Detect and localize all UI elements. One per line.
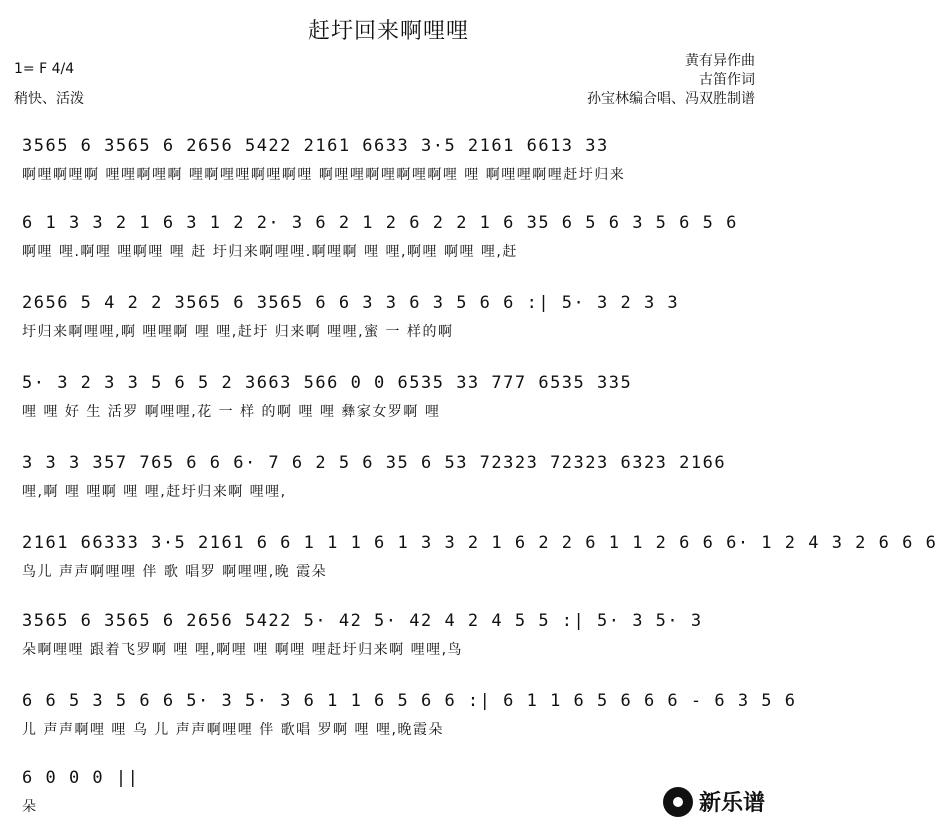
notation-line: 3 3 3 357 765 6 6 6· 7 6 2 5 6 35 6 53 72323 72323 6323 2166 <box>22 453 727 473</box>
lyric-line: 朵啊哩哩 跟着飞罗啊 哩 哩,啊哩 哩 啊哩 哩赶圩归来啊 哩哩,鸟 <box>22 642 464 658</box>
notation-line: 3565 6 3565 6 2656 5422 2161 6633 3·5 2161 6613 33 <box>22 136 609 156</box>
score-system <box>22 683 797 753</box>
notation-line: 6 6 5 3 5 6 6 5· 3 5· 3 6 1 1 6 5 6 6 :| 6 1 1 6 5 6 6 6 - 6 3 5 6 <box>22 691 797 711</box>
lyricist-credit: 古笛作词 <box>699 72 755 88</box>
record-disc-icon <box>663 787 693 817</box>
score-system <box>22 445 755 515</box>
lyric-line: 哩 哩 好 生 活罗 啊哩哩,花 一 样 的啊 哩 哩 彝家女罗啊 哩 <box>22 404 441 420</box>
logo-text: 新乐谱 <box>698 791 765 816</box>
site-logo <box>663 786 765 817</box>
notation-line: 2656 5 4 2 2 3565 6 3565 6 6 3 3 6 3 5 6 6 :| 5· 3 2 3 3 <box>22 293 680 313</box>
tempo-marking: 稍快、活泼 <box>14 91 84 107</box>
lyric-line: 圩归来啊哩哩,啊 哩哩啊 哩 哩,赶圩 归来啊 哩哩,蜜 一 样的啊 <box>22 324 454 340</box>
key-signature: 1= F 4/4 <box>14 61 75 77</box>
notation-line: 6 0 0 0 || <box>22 768 140 788</box>
notation-line: 5· 3 2 3 3 5 6 5 2 3663 566 0 0 6535 33 777 6535 335 <box>22 373 633 393</box>
lyric-line: 儿 声声啊哩 哩 乌 儿 声声啊哩哩 伴 歌唱 罗啊 哩 哩,晚霞朵 <box>22 722 444 738</box>
notation-line: 2161 66333 3·5 2161 6 6 1 1 1 6 1 3 3 2 1 6 2 2 6 1 1 2 6 6 6· 1 2 4 3 2 6 6 6 <box>22 533 937 553</box>
lyric-line: 哩,啊 哩 哩啊 哩 哩,赶圩归来啊 哩哩, <box>22 484 287 500</box>
score-system <box>22 128 755 198</box>
score-system <box>22 603 755 673</box>
lyric-line: 朵 <box>22 799 38 815</box>
notation-line: 3565 6 3565 6 2656 5422 5· 42 5· 42 4 2 4 5 5 :| 5· 3 5· 3 <box>22 611 703 631</box>
song-title: 赶圩回来啊哩哩 <box>307 19 469 44</box>
lyric-line: 鸟儿 声声啊哩哩 伴 歌 唱罗 啊哩哩,晚 霞朵 <box>22 564 328 580</box>
score-system <box>22 205 755 275</box>
score-system <box>22 525 937 595</box>
notation-line: 6 1 3 3 2 1 6 3 1 2 2· 3 6 2 1 2 6 2 2 1 6 35 6 5 6 3 5 6 5 6 <box>22 213 738 233</box>
score-system <box>22 365 755 435</box>
score-system <box>22 760 755 830</box>
composer-credit: 黄有异作曲 <box>685 53 755 69</box>
score-system <box>22 285 755 355</box>
lyric-line: 啊哩 哩.啊哩 哩啊哩 哩 赶 圩归来啊哩哩.啊哩啊 哩 哩,啊哩 啊哩 哩,赶 <box>22 244 518 260</box>
lyric-line: 啊哩啊哩啊 哩哩啊哩啊 哩啊哩哩啊哩啊哩 啊哩哩啊哩啊哩啊哩 哩 啊哩哩啊哩赶圩归来 <box>22 167 626 183</box>
arranger-credit: 孙宝林编合唱、冯双胜制谱 <box>587 91 755 107</box>
